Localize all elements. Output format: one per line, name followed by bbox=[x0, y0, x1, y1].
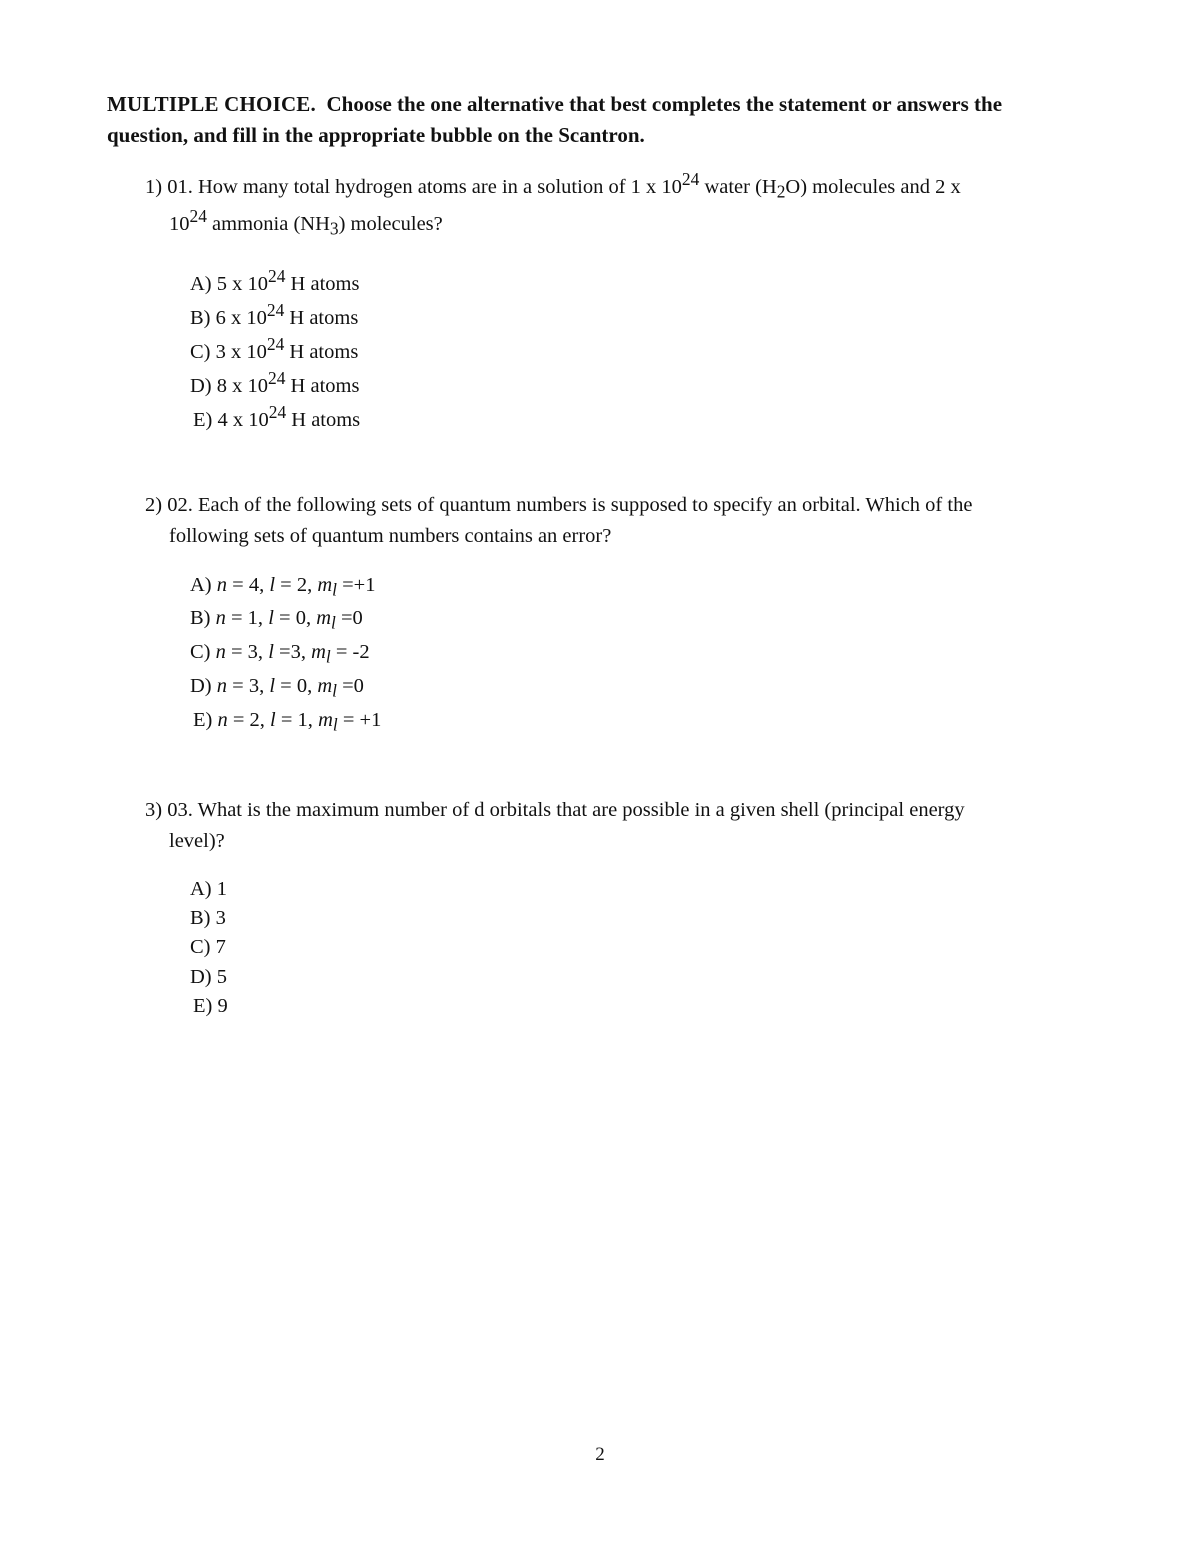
question-2-option-d[interactable]: D) n = 3, l = 0, $m_l =0$ bbox=[190, 675, 364, 701]
question-1-stem-line-2: $10^{24}$ ammonia $(NH_3)$ molecules? bbox=[169, 206, 443, 239]
question-1-option-c[interactable]: C) 3 x $10^{24}$ H atoms bbox=[190, 334, 359, 363]
question-2-option-a[interactable]: A) n = 4, l = 2, $m_l =+1$ bbox=[190, 574, 376, 600]
question-3-stem-line-1: 3) 03. What is the maximum number of d orbitals that are possible in a given shell (principal energy bbox=[145, 799, 965, 821]
question-3-option-c[interactable]: C) 7 bbox=[190, 936, 226, 958]
question-3-option-a[interactable]: A) 1 bbox=[190, 878, 228, 900]
question-2-stem-line-2: following sets of quantum numbers contains an error? bbox=[169, 525, 612, 547]
question-3-option-e[interactable]: E) 9 bbox=[193, 995, 228, 1017]
question-1-option-d[interactable]: D) 8 x $10^{24}$ H atoms bbox=[190, 368, 360, 397]
question-2 bbox=[145, 490, 1095, 552]
question-1 bbox=[145, 169, 1095, 240]
question-3-option-d[interactable]: D) 5 bbox=[190, 966, 228, 988]
question-3-number: 3) 03. bbox=[145, 799, 193, 821]
question-1-number: 1) 01. bbox=[145, 176, 193, 198]
question-2-number: 2) 02. bbox=[145, 494, 193, 516]
instructions bbox=[107, 89, 1117, 151]
question-3-stem-line-2: level)? bbox=[169, 830, 225, 852]
question-1-option-b[interactable]: B) 6 x $10^{24}$ H atoms bbox=[190, 300, 359, 329]
question-2-option-e[interactable]: E) n = 2, l = 1, $m_l = +1$ bbox=[193, 709, 382, 735]
section-title: MULTIPLE CHOICE. bbox=[107, 92, 316, 116]
instructions-line-1: MULTIPLE CHOICE. Choose the one alternative that best completes the statement or answers the bbox=[107, 92, 1003, 116]
question-1-option-a[interactable]: A) 5 x $10^{24}$ H atoms bbox=[190, 266, 360, 295]
question-1-stem-line-1: 1) 01. How many total hydrogen atoms are in a solution of 1 x $10^{24}$ water $(H_2O)$ molecules and 2 x bbox=[145, 169, 961, 202]
instructions-line-2: question, and fill in the appropriate bubble on the Scantron. bbox=[107, 123, 645, 147]
question-1-option-e[interactable]: E) 4 x $10^{24}$ H atoms bbox=[193, 402, 361, 431]
question-2-option-b[interactable]: B) n = 1, l = 0, $m_l =0$ bbox=[190, 607, 363, 633]
page-number: 2 bbox=[595, 1444, 605, 1465]
question-2-option-c[interactable]: C) n = 3, l =3, $m_l = -2$ bbox=[190, 641, 370, 667]
question-3 bbox=[145, 795, 1095, 857]
question-2-stem-line-1: 2) 02. Each of the following sets of quantum numbers is supposed to specify an orbital. Which of the bbox=[145, 494, 973, 516]
question-3-option-b[interactable]: B) 3 bbox=[190, 907, 226, 929]
